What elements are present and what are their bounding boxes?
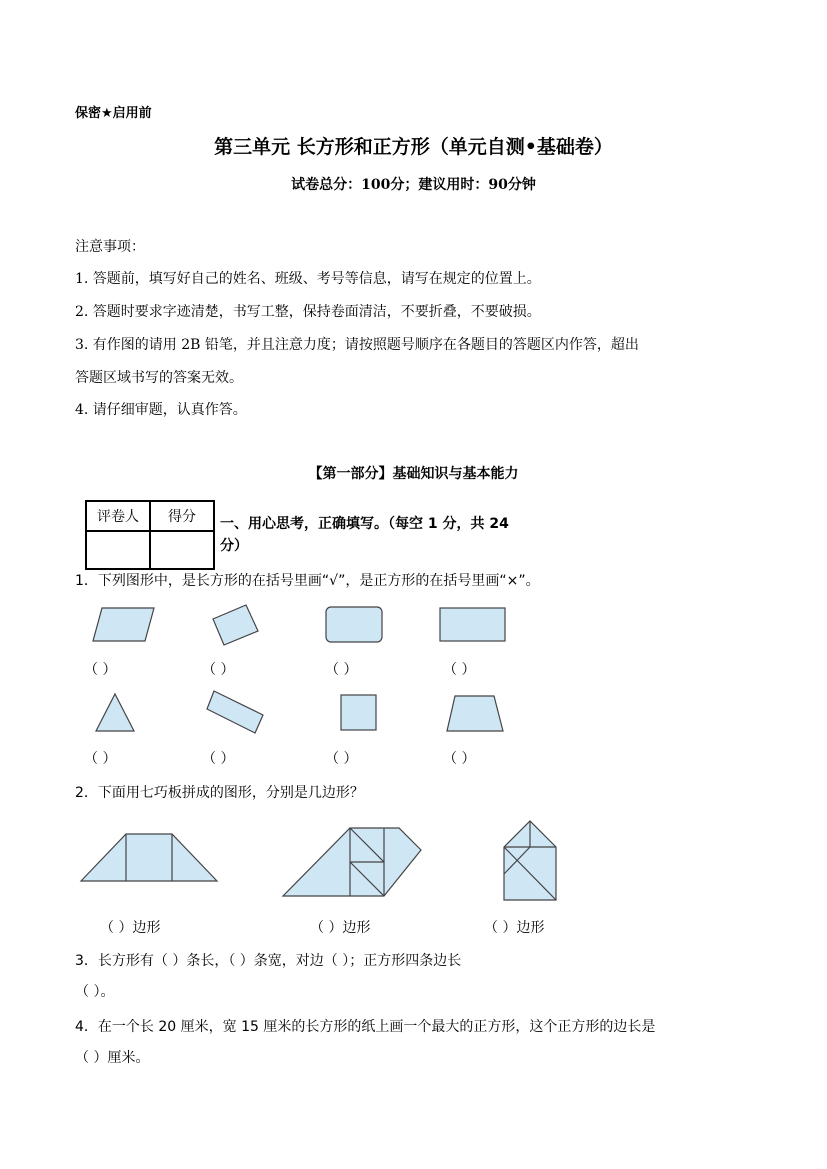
note-item: 2. 答题时要求字迹清楚，书写工整，保持卷面清洁，不要折叠，不要破损。	[75, 304, 541, 320]
question-4-cont: （ ）厘米。	[75, 1050, 150, 1066]
answer-blank[interactable]: （ ）	[202, 751, 235, 767]
notes-heading: 注意事项：	[75, 239, 145, 255]
question-3-cont: （ ）。	[75, 984, 115, 1000]
question-3: 3．长方形有（ ）条长，（ ）条宽，对边（ ）；正方形四条边长	[75, 953, 462, 969]
answer-blank[interactable]: （ ）	[84, 751, 117, 767]
question-4: 4．在一个长 20 厘米，宽 15 厘米的长方形的纸上画一个最大的正方形，这个正方形的边长是	[75, 1019, 656, 1035]
rectangle-shape	[440, 608, 505, 641]
polygon-answer[interactable]: （ ）边形	[484, 920, 545, 936]
note-item: 3. 有作图的请用 2B 铅笔，并且注意力度；请按照题号顺序在各题目的答题区内作答，超出	[75, 337, 639, 353]
rounded-rectangle-shape	[326, 607, 382, 642]
trapezoid-shape	[447, 696, 503, 731]
page-title: 第三单元 长方形和正方形（单元自测•基础卷）	[214, 136, 613, 158]
tangram-house	[504, 821, 556, 900]
note-item: 1. 答题前，填写好自己的姓名、班级、考号等信息，请写在规定的位置上。	[75, 271, 541, 287]
answer-blank[interactable]: （ ）	[325, 662, 358, 678]
part-one-heading: 【第一部分】基础知识与基本能力	[308, 466, 519, 482]
answer-blank[interactable]: （ ）	[443, 662, 476, 678]
polygon-answer[interactable]: （ ）边形	[100, 920, 161, 936]
question-1: 1．下列图形中，是长方形的在括号里画“√”，是正方形的在括号里画“×”。	[75, 573, 540, 589]
score-header: 得分	[150, 501, 214, 531]
section-one-title: 一、用心思考，正确填写。（每空 1 分，共 24 分）	[220, 516, 509, 554]
answer-blank[interactable]: （ ）	[443, 751, 476, 767]
note-item: 答题区域书写的答案无效。	[75, 370, 243, 386]
polygon-answer[interactable]: （ ）边形	[310, 920, 371, 936]
square-shape	[341, 695, 376, 730]
tilted-square-shape	[213, 605, 258, 645]
confidential-label: 保密★启用前	[75, 106, 152, 121]
note-item: 4. 请仔细审题，认真作答。	[75, 402, 247, 418]
question-2: 2．下面用七巧板拼成的图形，分别是几边形？	[75, 785, 364, 801]
parallelogram-shape	[93, 608, 154, 641]
exam-info: 试卷总分：100分；建议用时：90分钟	[291, 177, 536, 193]
answer-blank[interactable]: （ ）	[84, 662, 117, 678]
answer-blank[interactable]: （ ）	[325, 751, 358, 767]
tangram-pentagon	[283, 828, 421, 896]
triangle-shape	[96, 694, 134, 731]
tilted-rectangle-shape	[207, 691, 263, 733]
tangram-trapezoid	[81, 834, 217, 881]
grader-header: 评卷人	[86, 501, 150, 531]
answer-blank[interactable]: （ ）	[202, 662, 235, 678]
